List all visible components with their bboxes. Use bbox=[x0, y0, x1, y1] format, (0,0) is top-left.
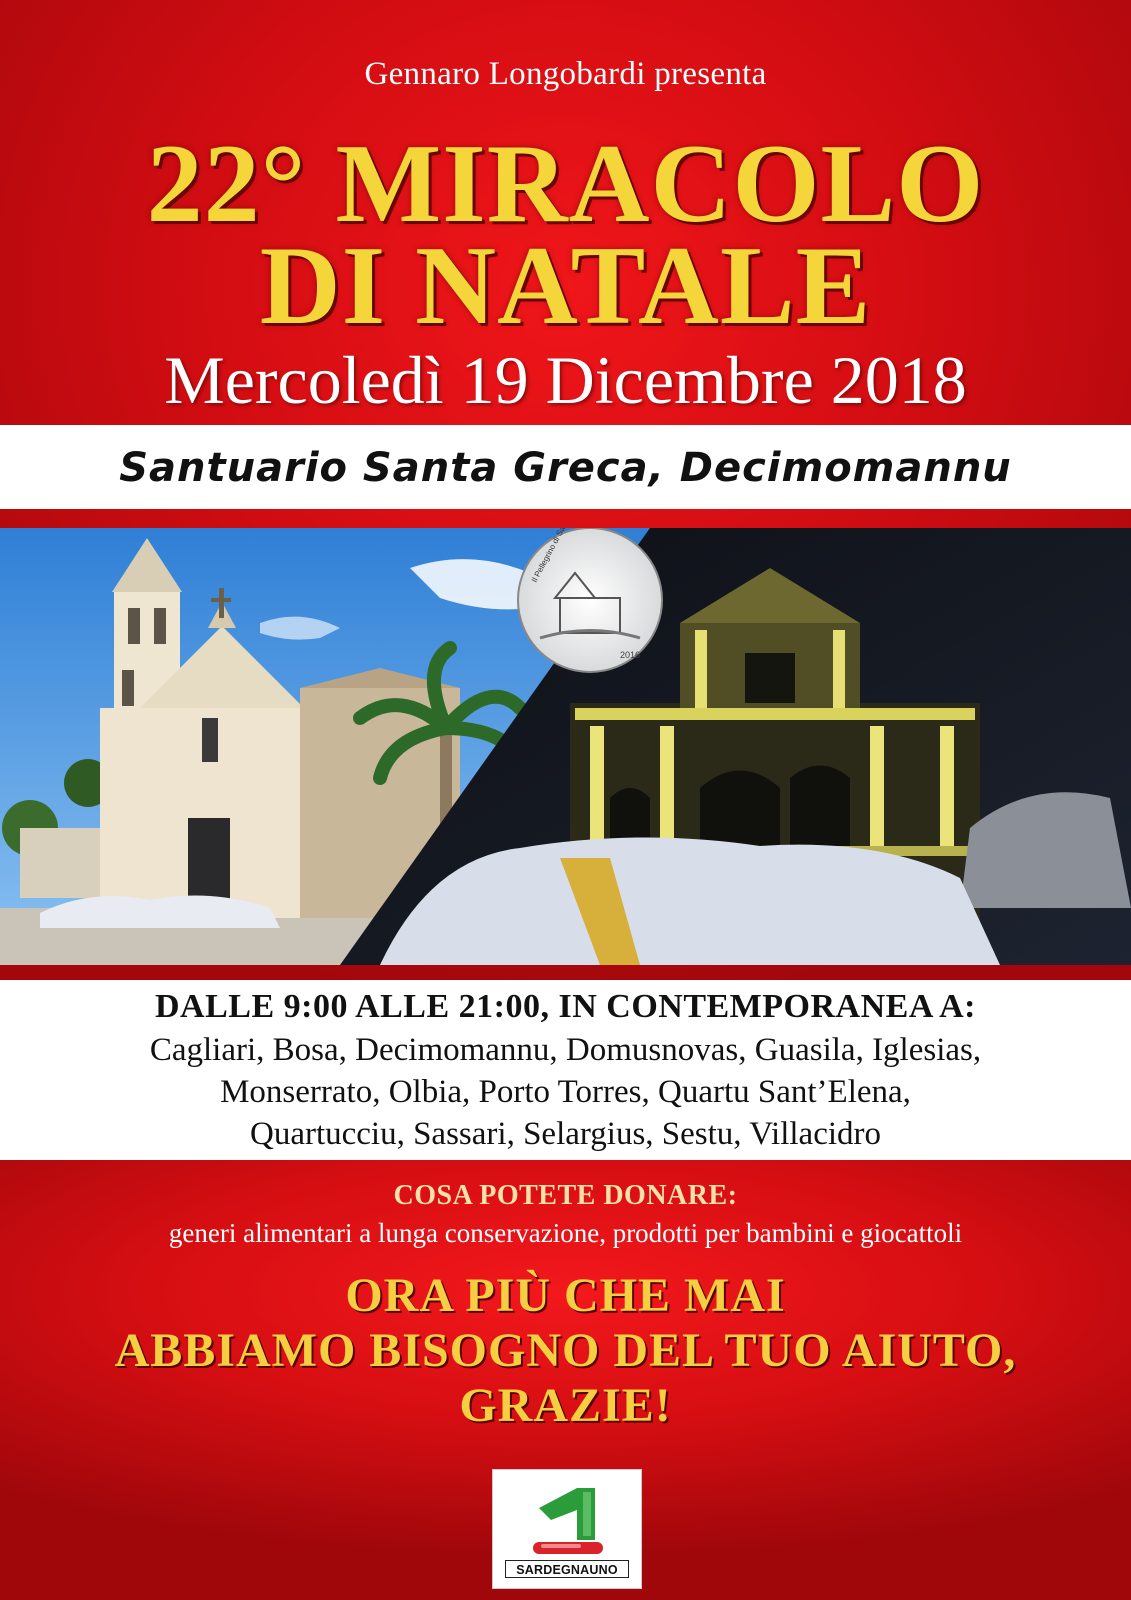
logo-label: SARDEGNAUNO bbox=[505, 1560, 629, 1578]
venue-name: Santuario Santa Greca, Decimomannu bbox=[119, 445, 1012, 491]
donations-items: generi alimentari a lunga conservazione, prodotti per bambini e giocattoli bbox=[168, 1218, 963, 1248]
sardegnauno-logo-icon bbox=[493, 1470, 641, 1560]
donations-heading: COSA POTETE DONARE: bbox=[393, 1180, 738, 1211]
title-line-1: 22° MIRACOLO bbox=[146, 122, 985, 246]
sanctuary-photo bbox=[0, 528, 1131, 965]
sanctuary-photo-illustration bbox=[0, 528, 1131, 965]
cities-line-3: Quartucciu, Sassari, Selargius, Sestu, Villacidro bbox=[249, 1116, 882, 1152]
title-line-2: DI NATALE bbox=[259, 224, 872, 348]
appeal-line-2: ABBIAMO BISOGNO DEL TUO AIUTO, bbox=[114, 1324, 1017, 1377]
appeal-line-3: GRAZIE! bbox=[459, 1379, 672, 1432]
cities-line-2: Monserrato, Olbia, Porto Torres, Quartu Sant’Elena, bbox=[220, 1074, 911, 1110]
sardegnauno-logo bbox=[492, 1469, 642, 1589]
schedule-heading: DALLE 9:00 ALLE 21:00, IN CONTEMPORANEA A: bbox=[154, 988, 976, 1025]
presenter-line: Gennaro Longobardi presenta bbox=[364, 56, 767, 92]
appeal-line-1: ORA PIÙ CHE MAI bbox=[345, 1269, 786, 1322]
badge-year: 2016 bbox=[620, 650, 641, 660]
cities-line-1: Cagliari, Bosa, Decimomannu, Domusnovas, Guasila, Iglesias, bbox=[149, 1032, 982, 1068]
event-date: Mercoledì 19 Dicembre 2018 bbox=[164, 342, 967, 418]
